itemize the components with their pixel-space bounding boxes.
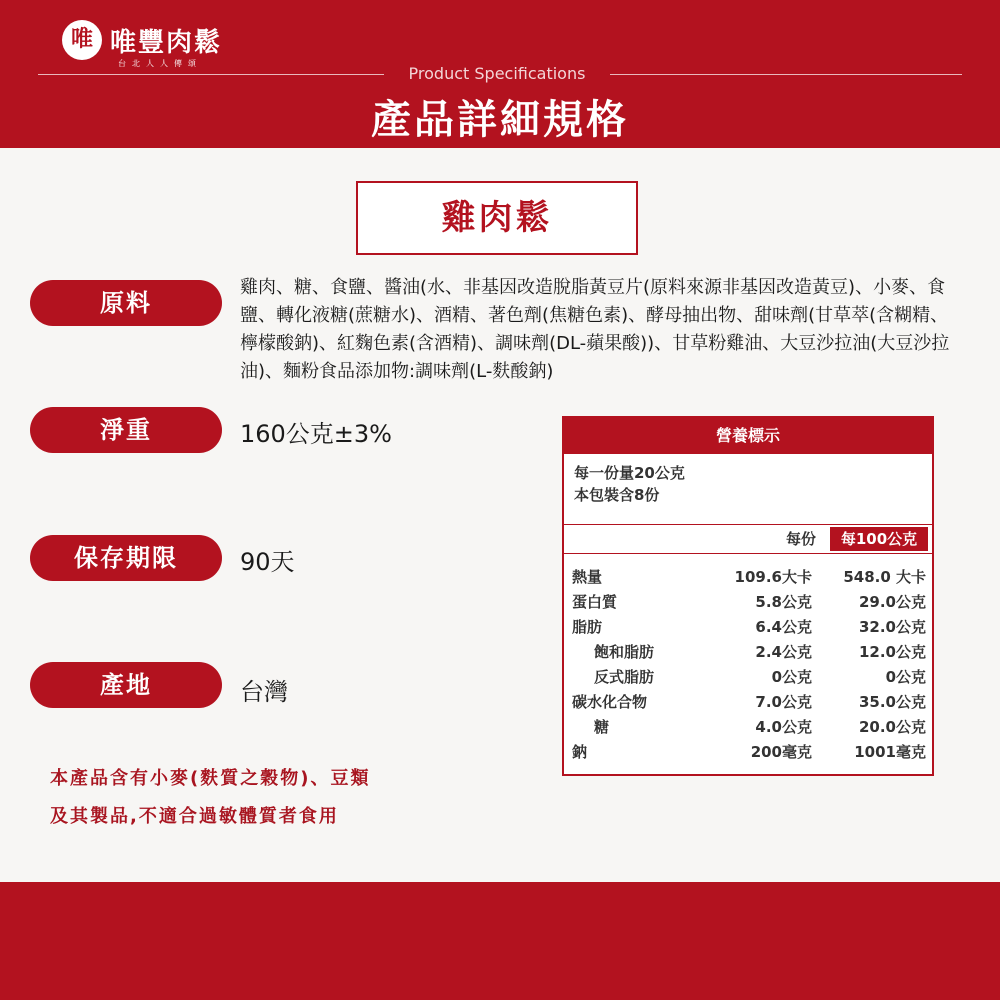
nutrient-per-100g: 0公克: [885, 668, 926, 686]
origin-value: 台灣: [240, 678, 288, 706]
nutrition-column-headers: [564, 524, 932, 554]
table-row: [564, 664, 932, 689]
table-row: [564, 714, 932, 739]
page-subtitle: Product Specifications: [408, 64, 586, 83]
nutrient-name: 熱量: [572, 568, 603, 586]
nutrient-per-serving: 0公克: [771, 668, 812, 686]
nutrient-per-serving: 7.0公克: [755, 693, 812, 711]
nutrient-per-100g: 32.0公克: [858, 618, 926, 636]
allergen-warning: [50, 760, 470, 836]
nutrient-per-serving: 200毫克: [750, 743, 812, 761]
origin-label: 產地: [30, 662, 222, 708]
divider-right: [610, 74, 962, 75]
servings-per-pack: 本包裝含8份: [574, 486, 660, 504]
table-row: [564, 564, 932, 589]
nutrition-serving-info: [564, 454, 932, 506]
nutrient-per-100g: 12.0公克: [858, 643, 926, 661]
ingredients-text: 雞肉、糖、食鹽、醬油(水、非基因改造脫脂黃豆片(原料來源非基因改造黃豆)、小麥、食鹽、轉化液糖(蔗糖水)、酒精、著色劑(焦糖色素)、酵母抽出物、甜味劑(甘草萃(含糊精、檸檬酸鈉)、紅麴色素(含酒精)、調味劑(DL-蘋果酸))、甘草粉雞油、大豆沙拉油(大豆沙拉油)、麵粉食品添加物:調味劑(L-麩酸鈉): [240, 277, 950, 382]
nutrient-per-serving: 5.8公克: [755, 593, 812, 611]
table-row: [564, 614, 932, 639]
nutrition-table: [562, 416, 934, 776]
nutrient-per-serving: 4.0公克: [755, 718, 812, 736]
nutrition-rows: [564, 564, 932, 764]
nutrient-name: 碳水化合物: [572, 693, 648, 711]
nutrient-per-100g: 35.0公克: [858, 693, 926, 711]
nutrition-title: 營養標示: [564, 418, 932, 454]
footer-band: [0, 882, 1000, 1000]
nutrient-name: 脂肪: [572, 618, 603, 636]
table-row: [564, 739, 932, 764]
header-banner: [0, 0, 1000, 148]
nutrient-name: 蛋白質: [572, 593, 618, 611]
brand-name: 唯豐肉鬆: [110, 28, 223, 58]
nutrient-per-serving: 2.4公克: [755, 643, 812, 661]
logo-seal-icon: 唯: [62, 20, 102, 60]
nutrient-per-serving: 109.6大卡: [734, 568, 812, 586]
nutrient-per-serving: 6.4公克: [755, 618, 812, 636]
column-per-serving: 每份: [785, 530, 816, 548]
shelf-life-value: 90天: [240, 548, 295, 576]
ingredients-label: 原料: [30, 280, 222, 326]
brand-tagline: 台北人人傳頌: [118, 59, 202, 68]
brand-logo: [62, 20, 262, 70]
allergen-warning-line: 本產品含有小麥(麩質之穀物)、豆類: [50, 768, 371, 789]
page-title: 產品詳細規格: [371, 97, 629, 143]
divider-left: [38, 74, 384, 75]
table-row: [564, 689, 932, 714]
nutrient-name: 反式脂肪: [594, 668, 655, 686]
table-row: [564, 589, 932, 614]
column-per-100g: 每100公克: [830, 527, 928, 551]
nutrient-per-100g: 1001毫克: [854, 743, 926, 761]
serving-size: 每一份量20公克: [574, 464, 685, 482]
shelf-life-label: 保存期限: [30, 535, 222, 581]
nutrient-name: 飽和脂肪: [594, 643, 655, 661]
nutrient-per-100g: 29.0公克: [858, 593, 926, 611]
net-weight-label: 淨重: [30, 407, 222, 453]
allergen-warning-line: 及其製品,不適合過敏體質者食用: [50, 806, 339, 827]
nutrient-per-100g: 20.0公克: [858, 718, 926, 736]
nutrient-name: 糖: [594, 718, 610, 736]
nutrient-name: 鈉: [572, 743, 588, 761]
nutrient-per-100g: 548.0 大卡: [843, 568, 926, 586]
product-name: 雞肉鬆: [356, 181, 638, 255]
net-weight-value: 160公克±3%: [240, 420, 392, 448]
table-row: [564, 639, 932, 664]
